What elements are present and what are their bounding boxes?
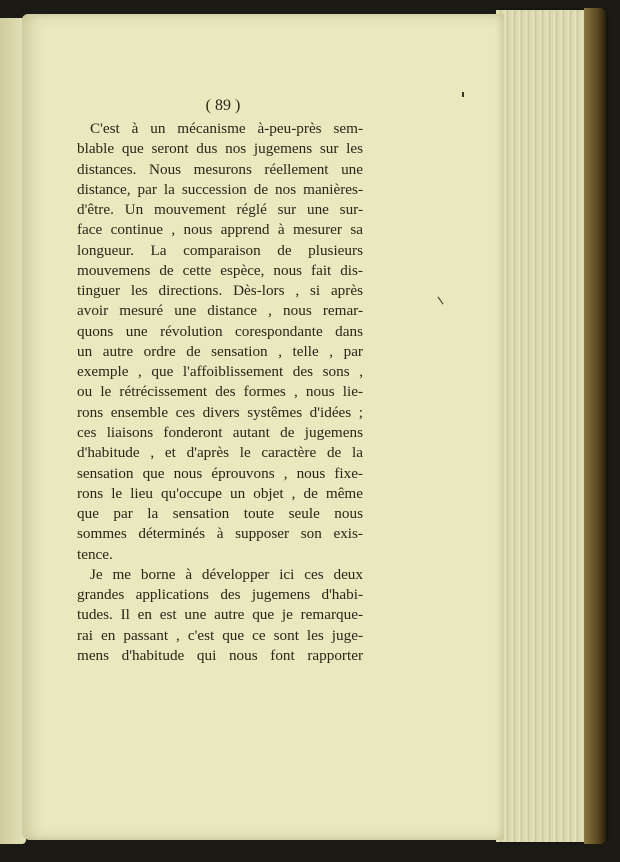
text-line: sensation que nous éprouvons , nous fixe- [77,464,363,482]
text-line: quons une révolution corespondante dans [77,322,363,340]
text-line: d'être. Un mouvement réglé sur une sur- [77,201,363,219]
text-line: que par la sensation toute seule nous [77,505,363,523]
text-line: face continue , nous apprend à mesurer sa [77,221,363,239]
text-line: tinguer les directions. Dès-lors , si après [77,282,363,300]
text-line: ou le rétrécissement des formes , nous lie- [77,383,363,401]
text-line: rons le lieu qu'occupe un objet , de même [77,484,363,502]
text-line: tence. [77,545,113,563]
text-line: mens d'habitude qui nous font rapporter [77,646,363,664]
text-line: rai en passant , c'est que ce sont les juge- [77,626,363,644]
text-line: blable que seront dus nos jugemens sur les [77,140,363,158]
text-line: ces liaisons fonderont autant de jugemens [77,423,363,441]
text-line: d'habitude , et d'après le caractère de la [77,444,363,462]
ink-mark [462,92,464,97]
text-line: un autre ordre de sensation , telle , par [77,342,363,360]
book-cover [584,8,606,844]
text-line: longueur. La comparaison de plusieurs [77,241,363,259]
page-number: ( 89 ) [205,97,241,114]
text-line: tudes. Il en est une autre que je remarque- [77,606,363,624]
text-line: C'est à un mécanisme à-peu-près sem- [90,120,363,137]
text-line: mouvemens de cette espèce, nous fait dis- [77,261,363,279]
text-line: exemple , que l'affoiblissement des sons , [77,363,363,381]
text-line: grandes applications des jugemens d'habi- [77,586,363,604]
text-line: rons ensemble ces divers systêmes d'idées ; [77,403,363,421]
text-line: avoir mesuré une distance , nous remar- [77,302,363,320]
text-line: distances. Nous mesurons réellement une [77,160,363,178]
text-line: sommes déterminés à supposer son exis- [77,525,363,543]
text-line: distance, par la succession de nos manières- [77,180,363,198]
page-text [77,93,363,666]
text-line: Je me borne à développer ici ces deux [90,565,363,583]
